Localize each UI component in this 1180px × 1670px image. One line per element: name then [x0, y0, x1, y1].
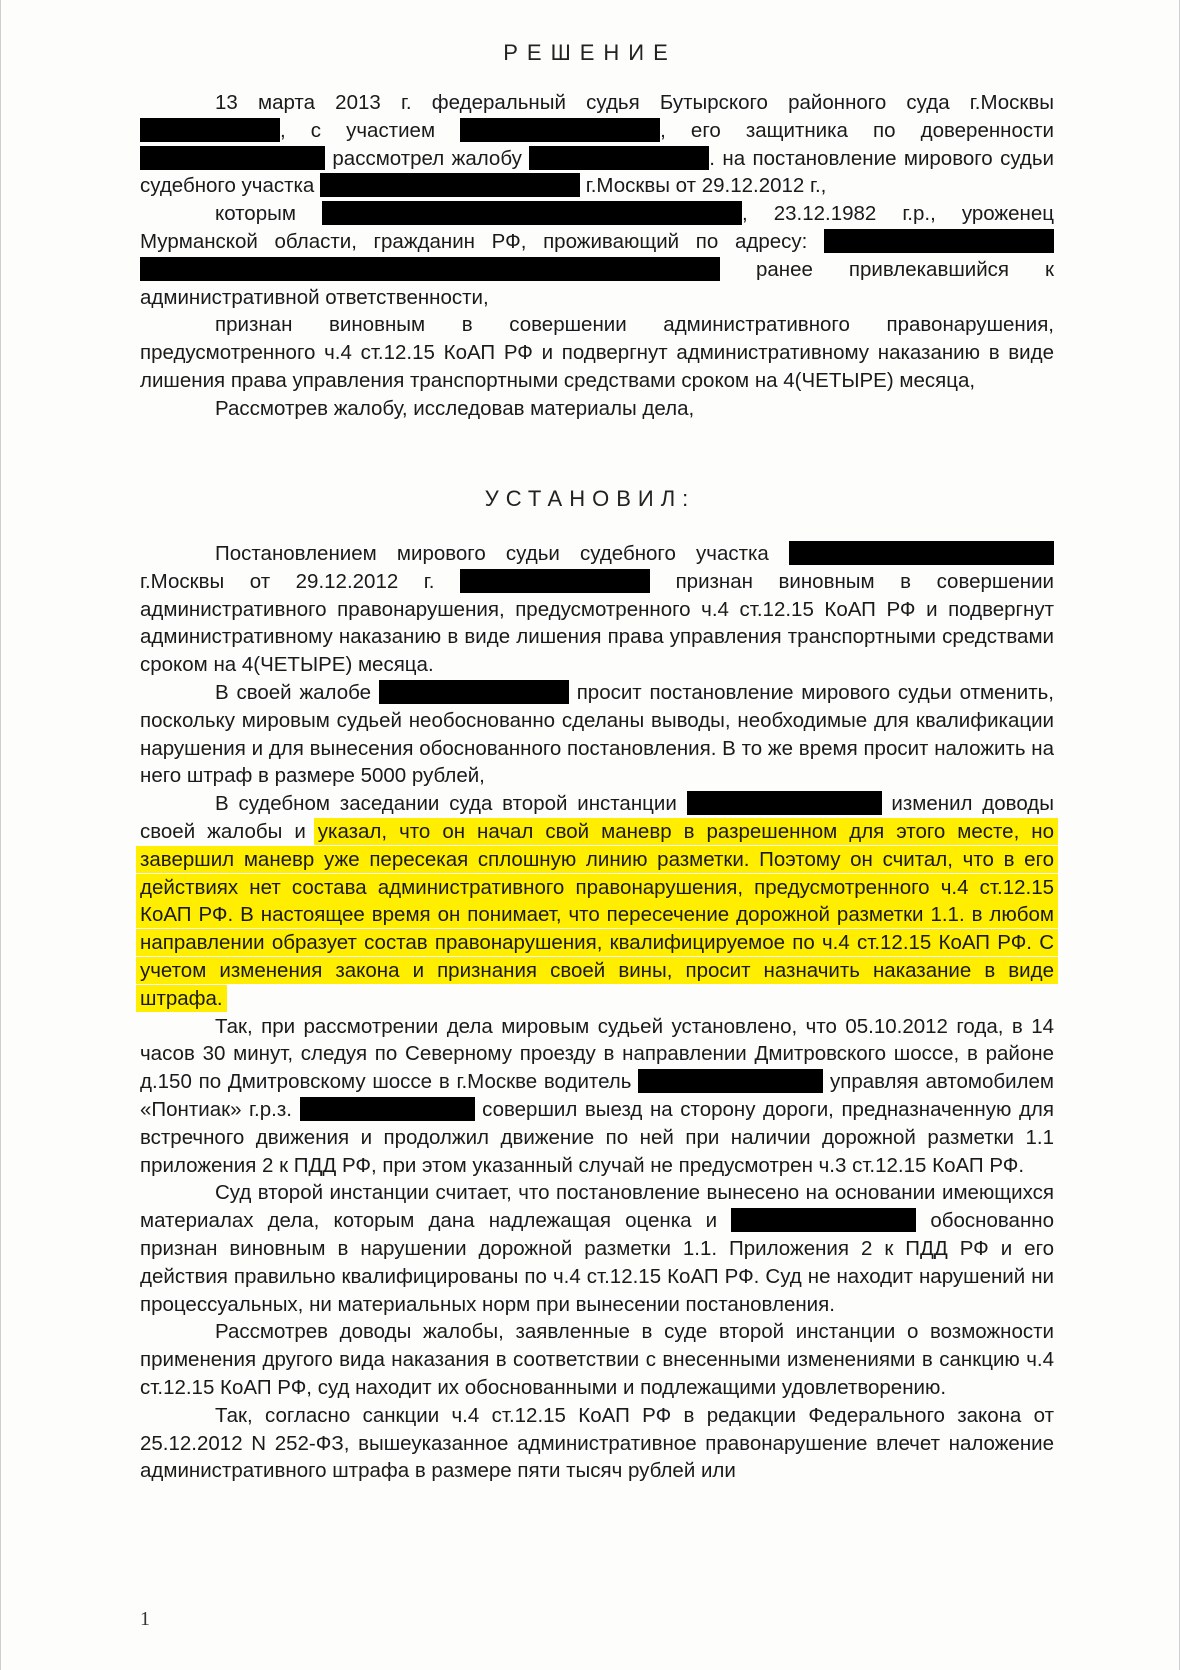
- document-title: РЕШЕНИЕ: [503, 40, 677, 65]
- redaction-box: [322, 201, 742, 225]
- body-paragraph-1: Постановлением мирового судьи судебного участка г.Москвы от 29.12.2012 г. признан виновным в совершении административного правонарушения, предусмотренного ч.4 ст.12.15 КоАП РФ и подвергнут административному наказанию в виде лишения права управления транспортными средствами сроком на 4(ЧЕТЫРЕ) месяца.: [140, 542, 1054, 677]
- body-paragraph-6: Рассмотрев доводы жалобы, заявленные в суде второй инстанции о возможности применения другого вида наказания в соответствии с внесенными изменениями в санкцию ч.4 ст.12.15 КоАП РФ, суд находит их обоснованными и подлежащими удовлетворению.: [140, 1320, 1054, 1399]
- intro-paragraph-3: признан виновным в совершении административного правонарушения, предусмотренного ч.4 ст.12.15 КоАП РФ и подвергнут административному наказанию в виде лишения права управления транспортными средствами сроком на 4(ЧЕТЫРЕ) месяца,: [140, 313, 1054, 392]
- page-number: 1: [140, 1608, 150, 1630]
- highlighted-passage: указал, что он начал свой маневр в разрешенном для этого месте, но завершил маневр уже пересекая сплошную линию разметки. Поэтому он считал, что в его действиях нет состава административного правонарушения, предусмотренного ч.4 ст.12.15 КоАП РФ. В настоящее время он понимает, что пересечение дорожной разметки 1.1. в любом направлении образует состав правонарушения, квалифицируемое по ч.4 ст.12.15 КоАП РФ. С учетом изменения закона и признания своей вины, просит назначить наказание в виде штрафа.: [140, 819, 1054, 1010]
- redaction-box: [789, 541, 1054, 565]
- redaction-box: [300, 1097, 475, 1121]
- redaction-box: [529, 146, 709, 170]
- redaction-box: [460, 569, 650, 593]
- redaction-box: [687, 791, 882, 815]
- redaction-box: [824, 229, 1054, 253]
- body-paragraph-3: В судебном заседании суда второй инстанции изменил доводы своей жалобы и указал, что он начал свой маневр в разрешенном для этого месте, но завершил маневр уже пересекая сплошную линию разметки. Поэтому он считал, что в его действиях нет состава административного правонарушения, предусмотренного ч.4 ст.12.15 КоАП РФ. В настоящее время он понимает, что пересечение дорожной разметки 1.1. в любом направлении образует состав правонарушения, квалифицируемое по ч.4 ст.12.15 КоАП РФ. С учетом изменения закона и признания своей вины, просит назначить наказание в виде штрафа.: [140, 792, 1054, 1010]
- redaction-box: [379, 680, 569, 704]
- intro-paragraph-4: Рассмотрев жалобу, исследовав материалы дела,: [215, 396, 695, 420]
- section-heading: УСТАНОВИЛ:: [484, 486, 696, 511]
- redaction-box: [460, 118, 660, 142]
- body-paragraph-2: В своей жалобе просит постановление мирового судьи отменить, поскольку мировым судьей необоснованно сделаны выводы, необходимые для квалификации нарушения и для вынесения обоснованного постановления. В то же время просит наложить на него штраф в размере 5000 рублей,: [140, 680, 1054, 788]
- redaction-box: [320, 173, 580, 197]
- intro-paragraph-1: 13 марта 2013 г. федеральный судья Бутырского районного суда г.Москвы , с участием , его защитника по доверенности рассмотрел жалобу . на постановление мирового судьи судебного участка г.Москвы от 29.12.2012 г.,: [140, 91, 1055, 198]
- intro-section: [140, 89, 1054, 423]
- body-paragraph-4: Так, при рассмотрении дела мировым судьей установлено, что 05.10.2012 года, в 14 часов 30 минут, следуя по Северному проезду в направлении Дмитровского шоссе, в районе д.150 по Дмитровскому шоссе в г.Москве водитель управляя автомобилем «Понтиак» г.р.з. совершил выезд на сторону дороги, предназначенную для встречного движения и продолжил движение по ней при наличии дорожной разметки 1.1 приложения 2 к ПДД РФ, при этом указанный случай не предусмотрен ч.3 ст.12.15 КоАП РФ.: [140, 1014, 1055, 1177]
- body-section: [140, 540, 1054, 1485]
- intro-paragraph-2: которым , 23.12.1982 г.р., уроженец Мурманской области, гражданин РФ, проживающий по адресу: ранее привлекавшийся к административной ответственности,: [140, 202, 1054, 309]
- redaction-box: [140, 257, 720, 281]
- redaction-box: [140, 146, 325, 170]
- redaction-box: [140, 118, 280, 142]
- redaction-box: [731, 1208, 916, 1232]
- redaction-box: [638, 1069, 823, 1093]
- body-paragraph-7: Так, согласно санкции ч.4 ст.12.15 КоАП РФ в редакции Федерального закона от 25.12.2012 N 252-ФЗ, вышеуказанное административное правонарушение влечет наложение административного штрафа в размере пяти тысяч рублей или: [140, 1403, 1054, 1483]
- body-paragraph-5: Суд второй инстанции считает, что постановление вынесено на основании имеющихся материалах дела, которым дана надлежащая оценка и обоснованно признан виновным в нарушении дорожной разметки 1.1. Приложения 2 к ПДД РФ и его действия правильно квалифицированы по ч.4 ст.12.15 КоАП РФ. Суд не находит нарушений ни процессуальных, ни материальных норм при вынесении постановления.: [140, 1181, 1054, 1316]
